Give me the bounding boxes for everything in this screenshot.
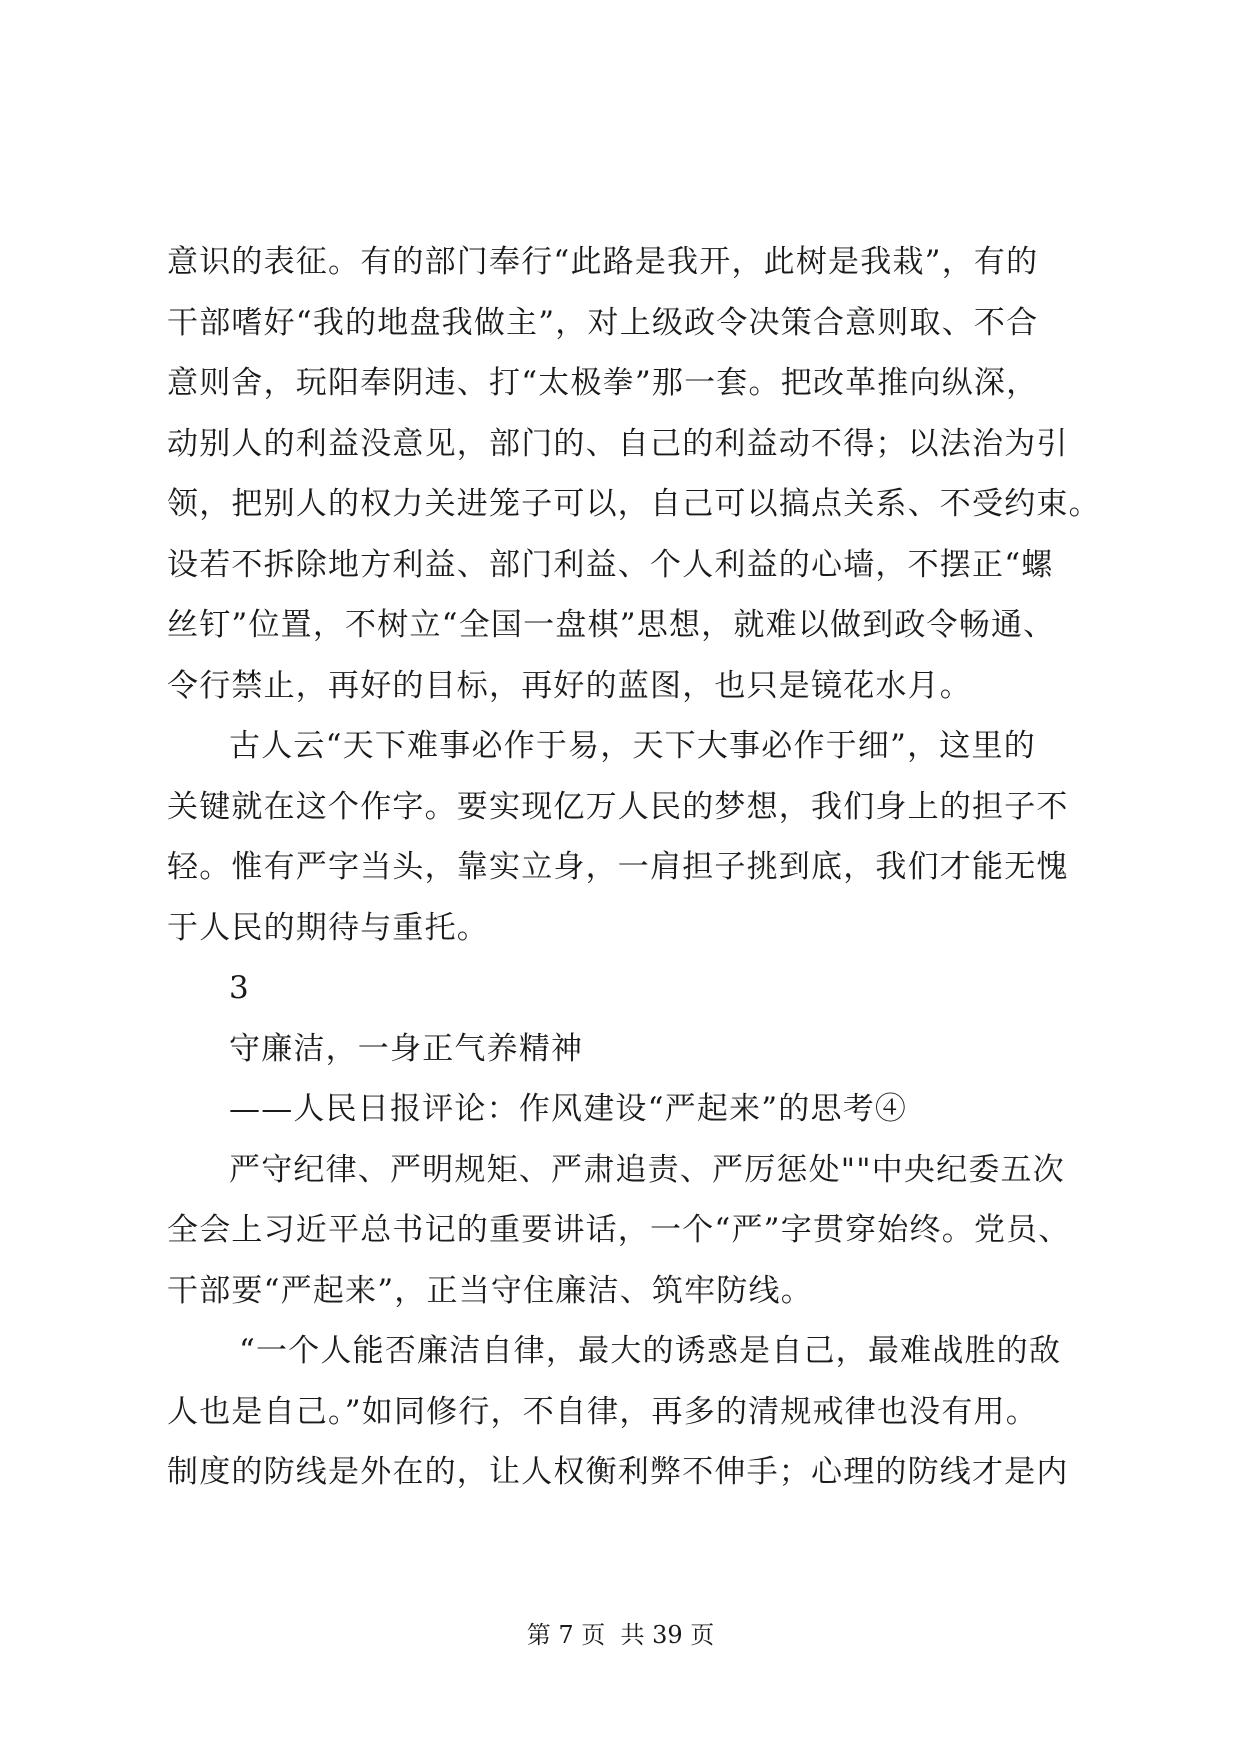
- text-line-10: 关键就在这个作字。要实现亿万人民的梦想，我们身上的担子不: [167, 788, 1069, 825]
- text-line-6: 设若不拆除地方利益、部门利益、个人利益的心墙，不摆正“螺: [167, 546, 1054, 583]
- section-number: 3: [229, 970, 250, 1006]
- text-line-1: 意识的表征。有的部门奉行“此路是我开，此树是我栽”，有的: [167, 244, 1039, 280]
- text-line-16: 严守纪律、严明规矩、严肃追责、严厉惩处""中央纪委五次: [229, 1151, 1065, 1188]
- text-line-9: 古人云“天下难事必作于易，天下大事必作于细”，这里的: [229, 728, 1036, 764]
- text-line-11: 轻。惟有严字当头，靠实立身，一肩担子挑到底，我们才能无愧: [167, 849, 1069, 885]
- document-body: [167, 232, 1101, 1503]
- text-line-7: 丝钉”位置，不树立“全国一盘棋”思想，就难以做到政令畅通、: [167, 607, 1056, 643]
- page-footer: 第 7 页 共 39 页: [526, 1621, 715, 1649]
- text-line-8: 令行禁止，再好的目标，再好的蓝图，也只是镜花水月。: [167, 667, 972, 704]
- text-line-3: 意则舍，玩阳奉阴违、打“太极拳”那一套。把改革推向纵深，: [167, 365, 1039, 401]
- text-line-4: 动别人的利益没意见，部门的、自己的利益动不得；以法治为引: [167, 425, 1069, 462]
- section-title: 守廉洁，一身正气养精神: [229, 1030, 584, 1067]
- text-line-17: 全会上习近平总书记的重要讲话，一个“严”字贯穿始终。党员、: [167, 1212, 1071, 1248]
- text-line-5: 领，把别人的权力关进笼子可以，自己可以搞点关系、不受约束。: [167, 486, 1101, 522]
- text-line-12: 于人民的期待与重托。: [167, 909, 489, 946]
- text-line-19: “一个人能否廉洁自律，最大的诱惑是自己，最难战胜的敌: [239, 1333, 1062, 1369]
- text-line-21: 制度的防线是外在的，让人权衡利弊不伸手；心理的防线才是内: [167, 1454, 1069, 1490]
- section-subtitle: ——人民日报评论：作风建设“严起来”的思考④: [229, 1091, 908, 1127]
- text-line-2: 干部嗜好“我的地盘我做主”，对上级政令决策合意则取、不合: [167, 304, 1039, 341]
- text-line-20: 人也是自己。”如同修行，不自律，再多的清规戒律也没有用。: [167, 1393, 1038, 1430]
- text-line-18: 干部要“严起来”，正当守住廉洁、筑牢防线。: [167, 1272, 813, 1309]
